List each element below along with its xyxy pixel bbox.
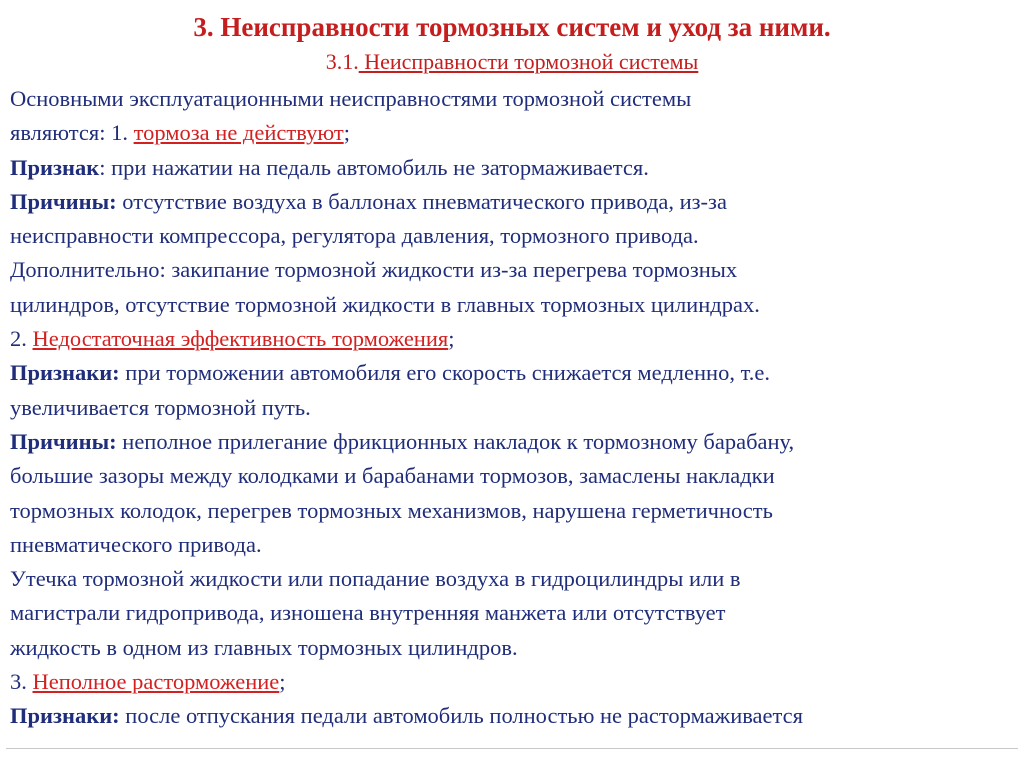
slide-title: 3. Неисправности тормозных систем и уход за ними. (193, 12, 831, 42)
text-span: ; (343, 120, 350, 146)
subtitle-number: 3.1. (325, 49, 359, 74)
text-line (10, 151, 1018, 185)
text-line (10, 631, 1018, 665)
text-span: Утечка тормозной жидкости или попадание воздуха в гидроцилиндры или в (10, 566, 741, 592)
text-span: пневматического привода. (10, 531, 262, 557)
text-line (10, 459, 1018, 493)
text-span: Дополнительно: закипание тормозной жидкости из-за перегрева тормозных (10, 257, 738, 283)
text-span: неполное прилегание фрикционных накладок к тормозному барабану, (116, 428, 795, 454)
text-span: увеличивается тормозной путь. (10, 394, 311, 420)
text-span: ; (448, 326, 455, 352)
causes-label: Причины: (10, 428, 117, 454)
text-line (10, 253, 1018, 287)
text-line (10, 322, 1018, 356)
text-span: большие зазоры между колодками и барабанами тормозов, замаслены накладки (10, 463, 775, 489)
text-span: при торможении автомобиля его скорость снижается медленно, т.е. (119, 360, 770, 386)
text-line (10, 356, 1018, 390)
text-line (10, 596, 1018, 630)
text-span: после отпускания педали автомобиль полностью не растормаживается (119, 703, 803, 729)
text-line (10, 185, 1018, 219)
text-span: : при нажатии на педаль автомобиль не затормаживается. (99, 154, 649, 180)
text-line (10, 562, 1018, 596)
fault-3-title: Неполное расторможение (32, 669, 280, 695)
text-line (10, 82, 1018, 116)
text-span: ; (279, 669, 286, 695)
slide-subtitle (0, 48, 1024, 76)
text-span: тормозных колодок, перегрев тормозных механизмов, нарушена герметичность (10, 497, 773, 523)
text-line (10, 665, 1018, 699)
sign-label: Признак (10, 154, 100, 180)
text-span: жидкость в одном из главных тормозных цилиндров. (10, 634, 518, 660)
text-line (10, 288, 1018, 322)
bottom-divider (6, 748, 1018, 749)
paragraph-intro: Основными эксплуатационными неисправностями тормозной системы (10, 86, 692, 111)
text-span: 3. (10, 669, 33, 695)
signs-label: Признаки: (10, 360, 120, 386)
subtitle-text: Неисправности тормозной системы (358, 49, 699, 74)
text-line (10, 116, 1018, 150)
text-line (10, 699, 1018, 733)
text-span: неисправности компрессора, регулятора давления, тормозного привода. (10, 223, 699, 249)
signs-label: Признаки: (10, 703, 120, 729)
fault-2-title: Недостаточная эффективность торможения (32, 326, 449, 352)
text-span: 2. (10, 326, 33, 352)
fault-1-title: тормоза не действуют (133, 120, 344, 146)
text-span: магистрали гидропривода, изношена внутренняя манжета или отсутствует (10, 600, 726, 626)
text-line (10, 219, 1018, 253)
text-span: являются: 1. (10, 120, 134, 146)
text-line (10, 494, 1018, 528)
text-span: цилиндров, отсутствие тормозной жидкости в главных тормозных цилиндрах. (10, 291, 760, 317)
text-line (10, 391, 1018, 425)
slide-body (10, 82, 1018, 734)
text-line (10, 528, 1018, 562)
causes-label: Причины: (10, 188, 117, 214)
text-line (10, 425, 1018, 459)
text-span: отсутствие воздуха в баллонах пневматического привода, из-за (116, 188, 727, 214)
